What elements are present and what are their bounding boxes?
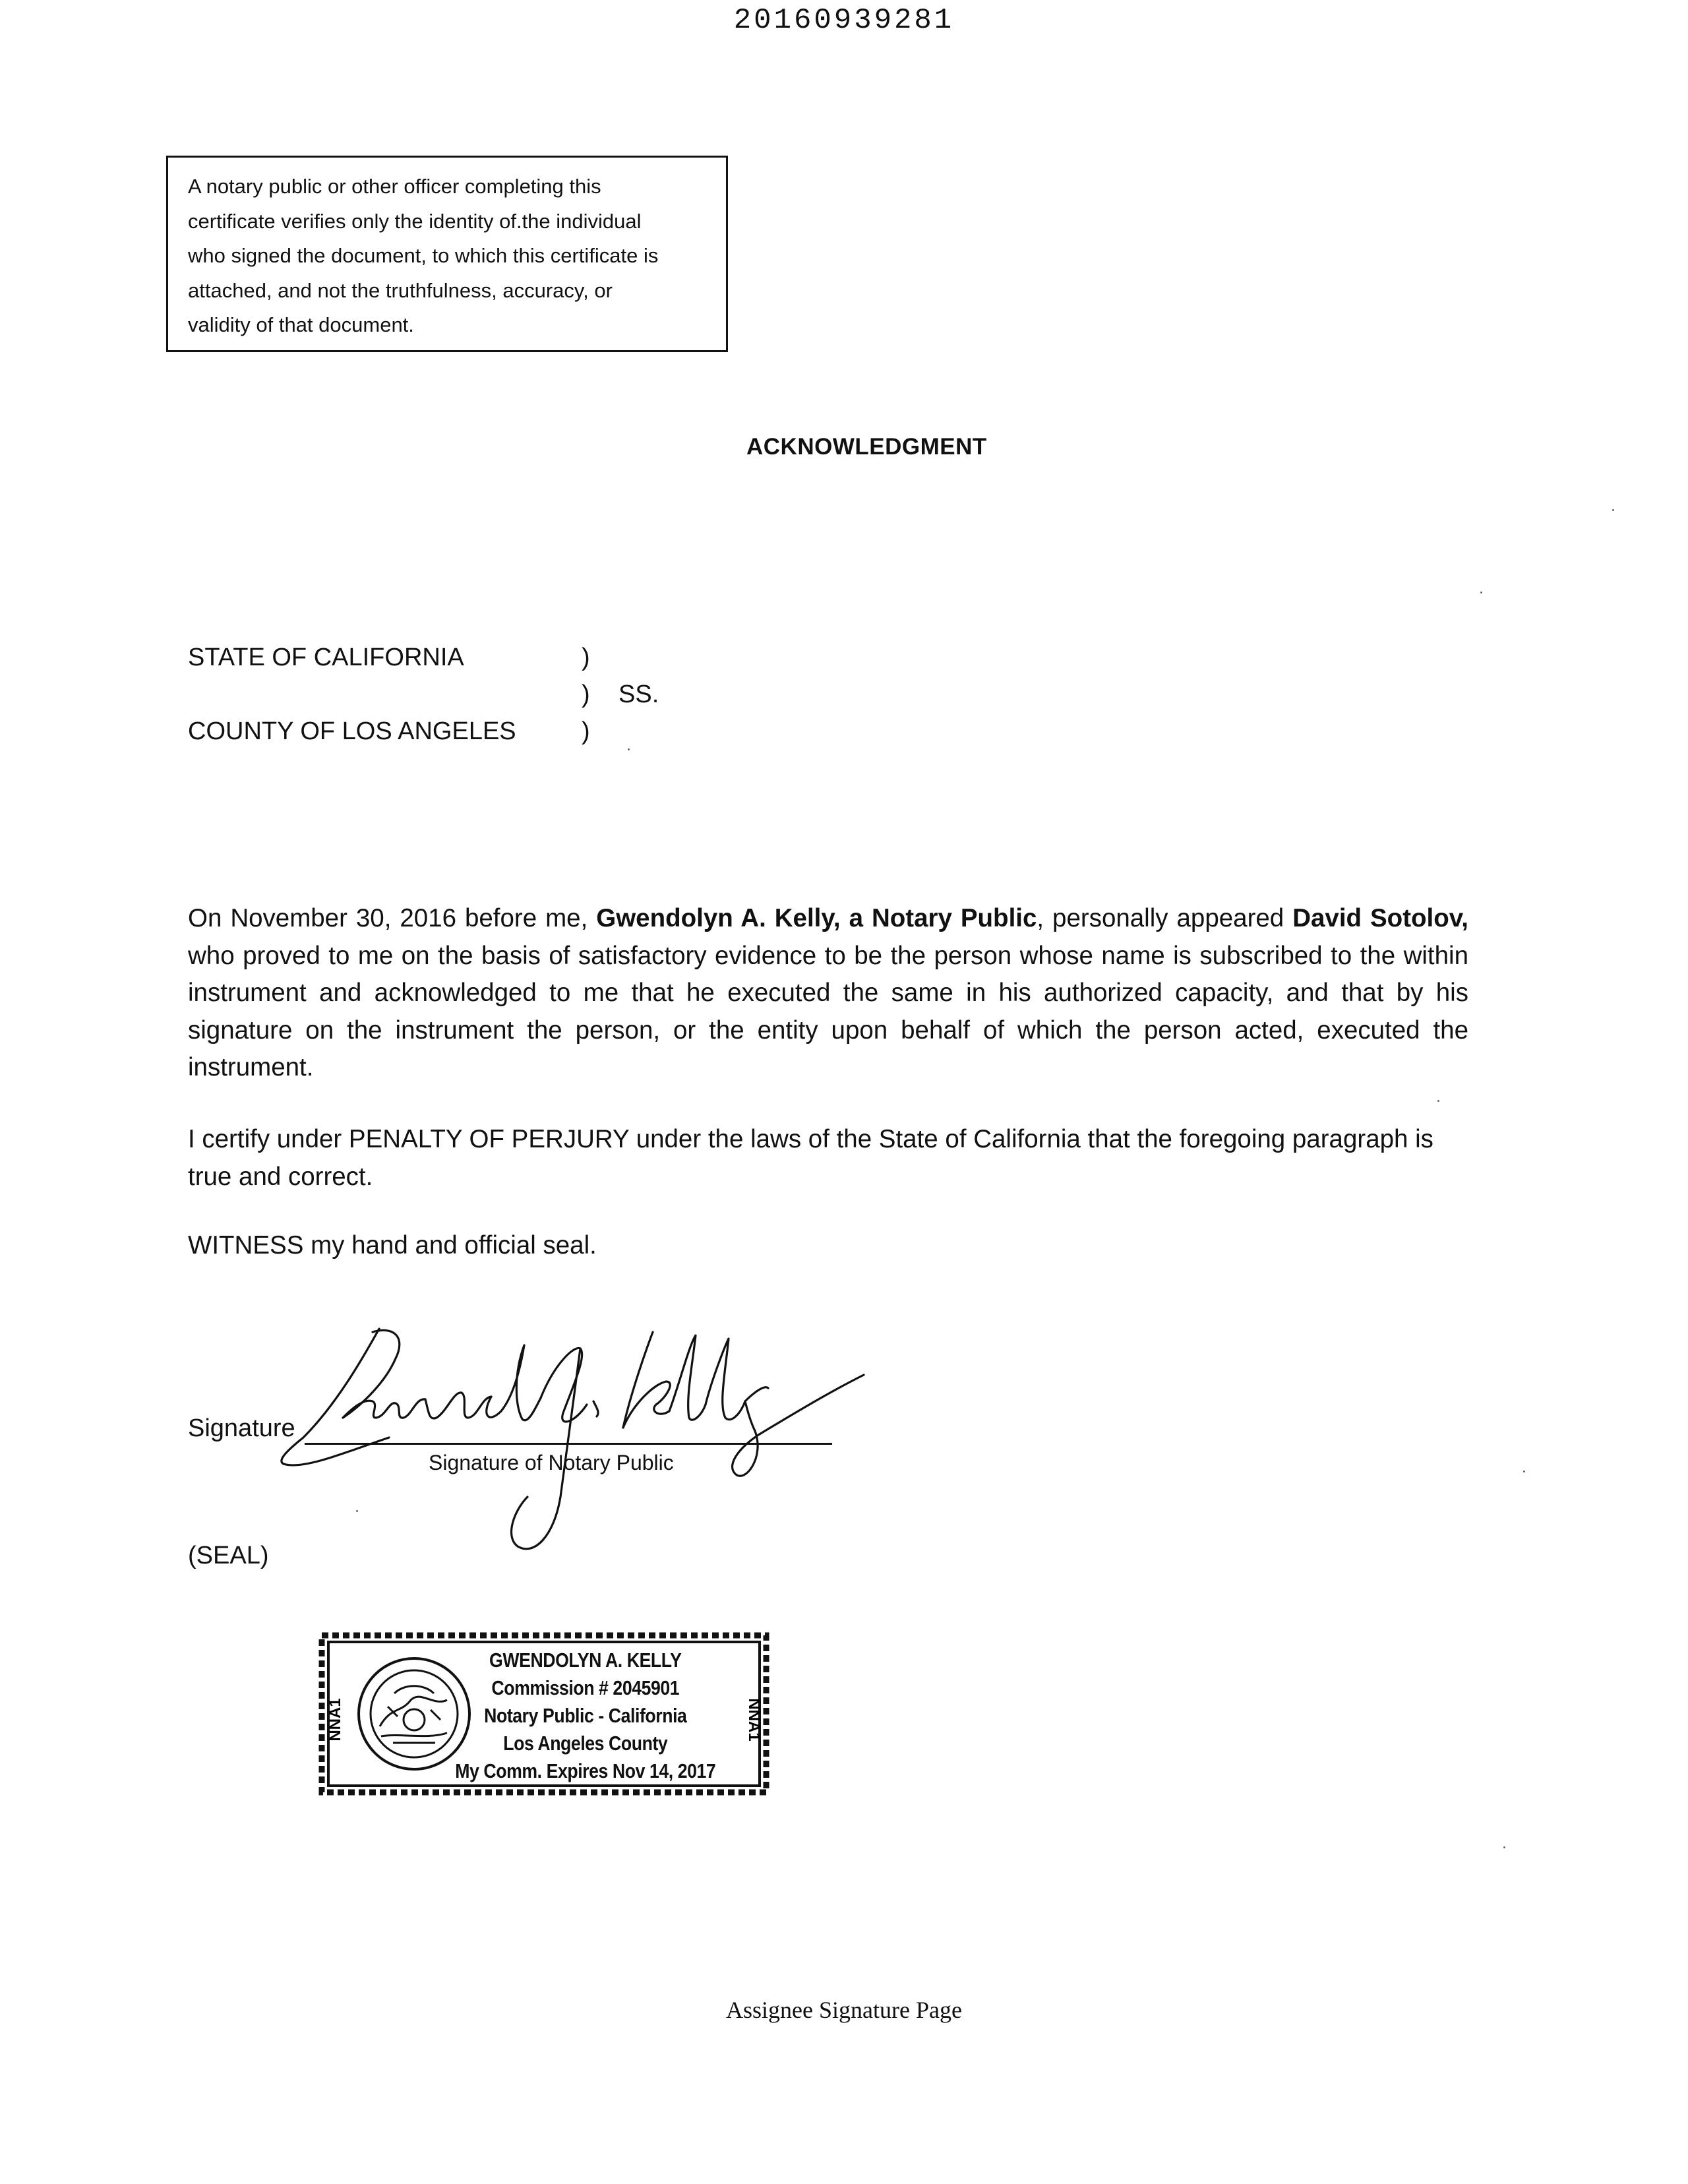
stamp-side-text: NNA1: [745, 1698, 763, 1742]
scan-speck: [628, 748, 630, 750]
document-number: 20160939281: [733, 4, 955, 37]
seal-label: (SEAL): [188, 1542, 269, 1569]
stamp-side-text: NNA1: [326, 1698, 344, 1742]
stamp-line: Los Angeles County: [503, 1732, 668, 1755]
acknowledgment-paragraph: [188, 900, 1468, 1087]
notary-notice-box: [166, 156, 728, 352]
stamp-line: GWENDOLYN A. KELLY: [489, 1649, 682, 1672]
perjury-certification: I certify under PENALTY OF PERJURY under the laws of the State of California that the foregoing paragraph is true and correct.: [188, 1125, 1433, 1191]
signature-label: Signature: [188, 1414, 295, 1442]
stamp-line: Commission # 2045901: [491, 1676, 680, 1699]
stamp-line: Notary Public - California: [484, 1704, 687, 1727]
body-text-a: On November 30, 2016 before me,: [188, 904, 597, 932]
witness-line: WITNESS my hand and official seal.: [188, 1231, 597, 1259]
scan-speck: [1480, 592, 1482, 593]
notice-line: validity of that document.: [188, 313, 414, 336]
page-title: ACKNOWLEDGMENT: [746, 434, 987, 460]
notice-line: who signed the document, to which this certificate is: [188, 244, 659, 267]
body-text-b: , personally appeared: [1037, 904, 1293, 932]
notice-line: certificate verifies only the identity of.the individual: [188, 209, 642, 233]
scan-speck: [1612, 509, 1614, 511]
venue-bracket: ): [582, 644, 590, 671]
scan-speck: [1437, 1100, 1439, 1102]
handwritten-signature: [264, 1319, 890, 1569]
appearing-person: David Sotolov,: [1292, 904, 1468, 932]
venue-state: STATE OF CALIFORNIA: [188, 644, 464, 671]
venue-bracket: ): [582, 717, 590, 745]
notice-line: attached, and not the truthfulness, accuracy, or: [188, 278, 613, 302]
notary-name: Gwendolyn A. Kelly, a Notary Public: [596, 904, 1037, 932]
venue-ss: SS.: [618, 681, 659, 708]
scan-speck: [1523, 1471, 1525, 1472]
page-footer: Assignee Signature Page: [726, 1997, 962, 2023]
scan-speck: [356, 1510, 358, 1512]
stamp-line: My Comm. Expires Nov 14, 2017: [455, 1759, 716, 1782]
stamp-text-block: [455, 1647, 716, 1785]
venue-bracket: ): [582, 681, 590, 708]
scan-speck: [1503, 1846, 1505, 1848]
body-text-c: who proved to me on the basis of satisfactory evidence to be the person whose name is subscribed to the within instrument and acknowledged to me that he executed the same in his authorized capacity, and that by his signature on the instrument the person, or the entity upon behalf of which the person acted, executed the instrument.: [188, 941, 1468, 1081]
notice-line: A notary public or other officer completing this: [188, 175, 601, 198]
signature-caption: Signature of Notary Public: [429, 1451, 674, 1474]
venue-county: COUNTY OF LOS ANGELES: [188, 717, 516, 745]
